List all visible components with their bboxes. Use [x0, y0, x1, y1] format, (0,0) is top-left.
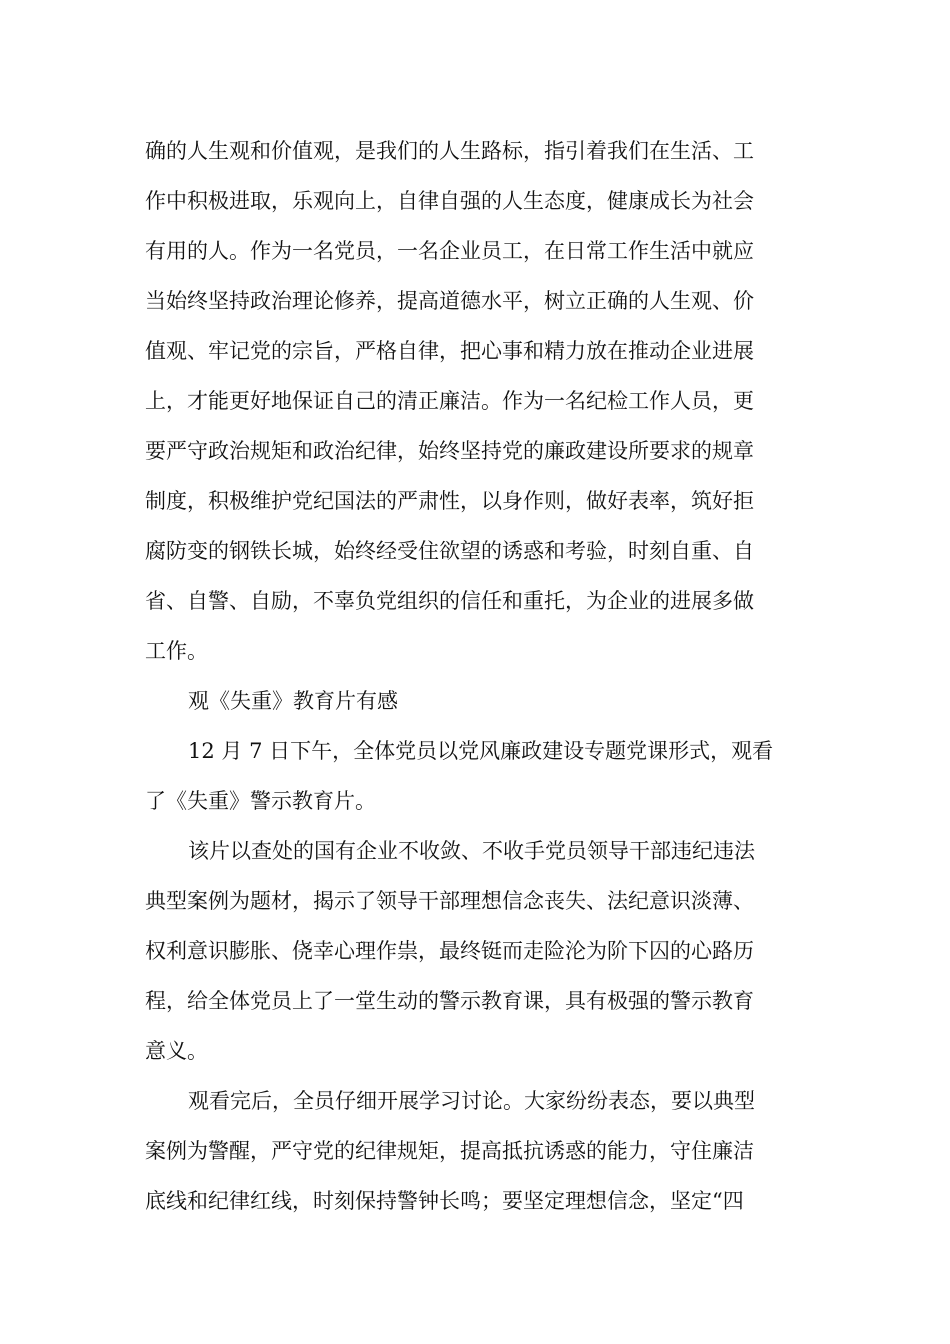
text-line: 观看完后，全员仔细开展学习讨论。大家纷纷表态，要以典型	[188, 1089, 755, 1113]
text-line: 工作。	[145, 639, 208, 663]
text-line: 当始终坚持政治理论修养，提高道德水平，树立正确的人生观、价	[145, 289, 754, 313]
text-line: 要严守政治规矩和政治纪律，始终坚持党的廉政建设所要求的规章	[145, 439, 754, 463]
text-line: 底线和纪律红线，时刻保持警钟长鸣；要坚定理想信念，坚定“四	[145, 1189, 744, 1213]
text-line: 省、自警、自励，不辜负党组织的信任和重托，为企业的进展多做	[145, 589, 754, 613]
text-line: 典型案例为题材，揭示了领导干部理想信念丧失、法纪意识淡薄、	[145, 889, 754, 913]
text-line: 12 月 7 日下午，全体党员以党风廉政建设专题党课形式，观看	[188, 739, 774, 763]
text-line: 了《失重》警示教育片。	[145, 789, 376, 813]
text-line: 值观、牢记党的宗旨，严格自律，把心事和精力放在推动企业进展	[145, 339, 754, 363]
text-line: 案例为警醒，严守党的纪律规矩，提高抵抗诱惑的能力，守住廉洁	[145, 1139, 754, 1163]
text-line: 制度，积极维护党纪国法的严肃性，以身作则，做好表率，筑好拒	[145, 489, 754, 513]
text-line: 确的人生观和价值观，是我们的人生路标，指引着我们在生活、工	[145, 139, 754, 163]
text-line: 作中积极进取，乐观向上，自律自强的人生态度，健康成长为社会	[145, 189, 754, 213]
text-line: 程，给全体党员上了一堂生动的警示教育课，具有极强的警示教育	[145, 989, 754, 1013]
text-line: 有用的人。作为一名党员，一名企业员工，在日常工作生活中就应	[145, 239, 754, 263]
text-line: 腐防变的钢铁长城，始终经受住欲望的诱惑和考验，时刻自重、自	[145, 539, 754, 563]
text-line: 该片以查处的国有企业不收敛、不收手党员领导干部违纪违法	[188, 839, 755, 863]
text-line: 权利意识膨胀、侥幸心理作祟，最终铤而走险沦为阶下囚的心路历	[145, 939, 754, 963]
text-line: 意义。	[145, 1039, 208, 1063]
section-heading: 观《失重》教育片有感	[188, 689, 398, 713]
text-line: 上，才能更好地保证自己的清正廉洁。作为一名纪检工作人员，更	[145, 389, 754, 413]
